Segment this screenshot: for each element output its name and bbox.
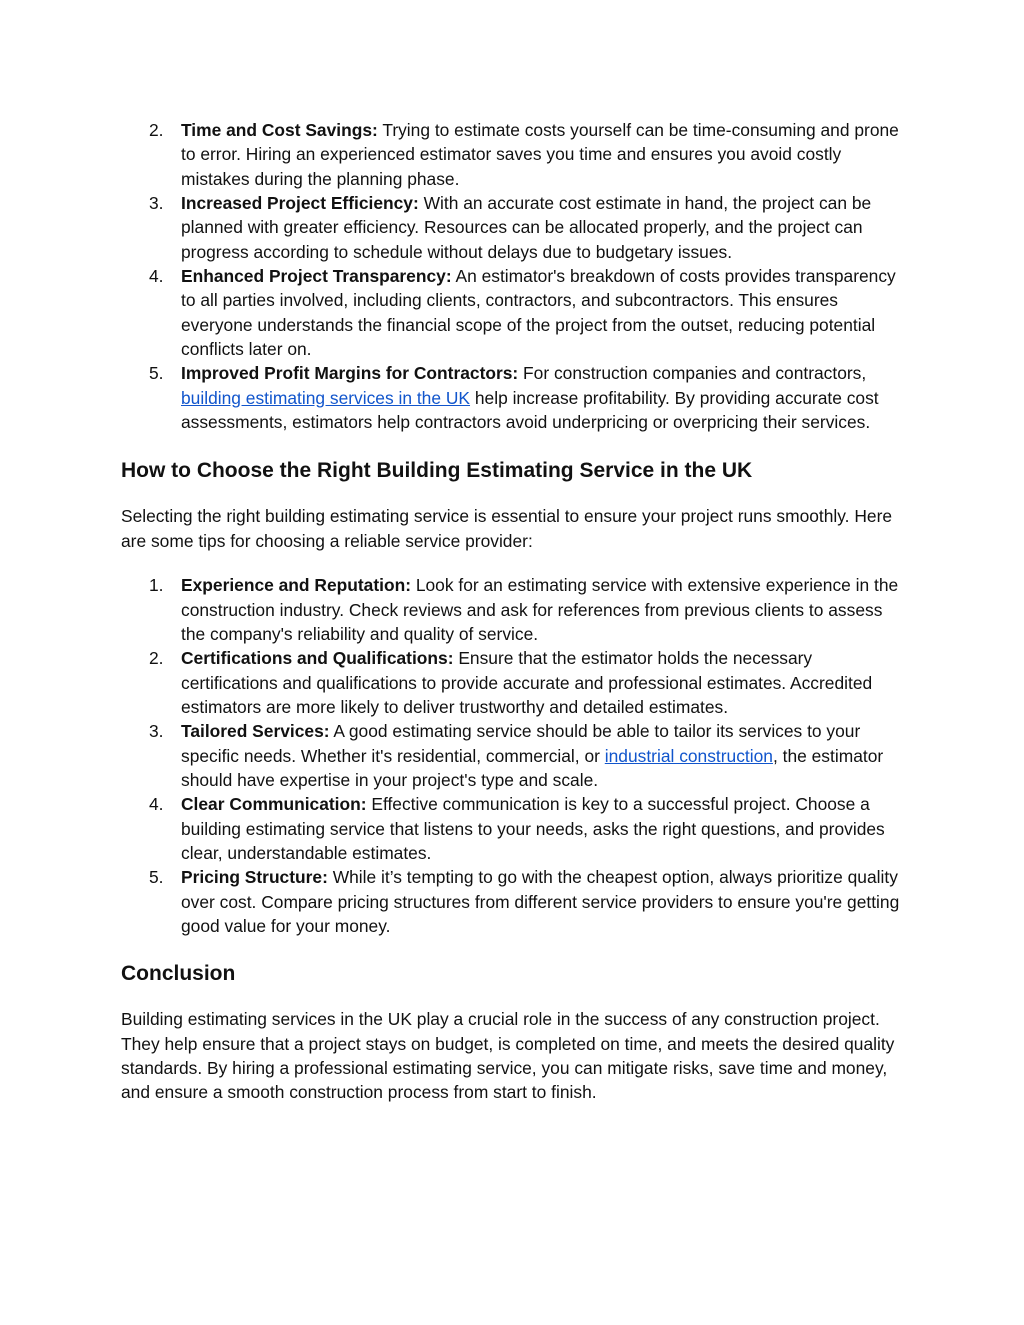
list-item-title: Experience and Reputation: [181, 575, 411, 596]
list-number: 5. [149, 867, 164, 888]
benefits-list [121, 118, 911, 434]
list-number: 3. [149, 721, 164, 742]
list-item-text: , the estimator should have expertise in your project's type and scale. [181, 745, 884, 790]
list-item-text: With an accurate cost estimate in hand, the project can be planned with greater efficiency. Resources can be allocated properly, and the project can progress according to schedule without delays due to budgetary issues. [181, 193, 872, 262]
list-item-title: Pricing Structure: [181, 867, 328, 888]
list-item-text: For construction companies and contractors, [518, 363, 867, 384]
list-number: 5. [149, 363, 164, 384]
document-page [121, 118, 911, 1105]
list-item-title: Certifications and Qualifications: [181, 648, 454, 669]
list-item-title: Time and Cost Savings: [181, 120, 378, 140]
section-heading-conclusion: Conclusion [121, 962, 236, 986]
list-item-title: Enhanced Project Transparency: [181, 266, 452, 287]
list-item-text: help increase profitability. By providing accurate cost assessments, estimators help contractors avoid underpricing or overpricing their services. [181, 387, 879, 433]
list-number: 2. [149, 648, 164, 669]
list-item [121, 865, 911, 938]
list-item-text: Look for an estimating service with extensive experience in the construction industry. Check reviews and ask for references from previous clients to assess the company's reliability and quality of service. [181, 575, 899, 644]
list-item-title: Increased Project Efficiency: [181, 193, 419, 214]
list-item-title: Improved Profit Margins for Contractors: [181, 363, 519, 384]
list-number: 2. [149, 120, 164, 140]
list-item [121, 719, 911, 792]
list-item-text: While it’s tempting to go with the cheapest option, always prioritize quality over cost. Compare pricing structures from different service providers to ensure you're getting good value for your money. [181, 867, 900, 936]
building-estimating-services-link[interactable]: building estimating services in the UK [181, 387, 471, 408]
list-number: 4. [149, 266, 164, 287]
tips-list [121, 573, 911, 938]
list-item-text: An estimator's breakdown of costs provides transparency to all parties involved, including clients, contractors, and subcontractors. This ensures everyone understands the financial scope of the project from the outset, reducing potential conflicts later on. [181, 266, 896, 360]
industrial-construction-link[interactable]: industrial construction [604, 745, 773, 766]
list-item-title: Clear Communication: [181, 794, 367, 815]
list-item-text: Trying to estimate costs yourself can be time-consuming and prone to error. Hiring an experienced estimator saves you time and ensures you avoid costly mistakes during the planning phase. [181, 120, 899, 189]
list-item [121, 191, 911, 264]
list-number: 4. [149, 794, 164, 815]
list-number: 3. [149, 193, 164, 214]
list-item [121, 792, 911, 865]
list-item-text: Ensure that the estimator holds the necessary certifications and qualifications to provide accurate and professional estimates. Accredited estimators are more likely to deliver trustworthy and detailed estimates. [181, 648, 873, 717]
list-number: 1. [149, 575, 164, 596]
list-item [121, 573, 911, 646]
section-heading-choose: How to Choose the Right Building Estimating Service in the UK [121, 459, 753, 483]
list-item [121, 264, 911, 361]
list-item-text: A good estimating service should be able to tailor its services to your specific needs. Whether it's residential, commercial, or [181, 721, 861, 766]
choose-intro-paragraph: Selecting the right building estimating service is essential to ensure your project runs smoothly. Here are some tips for choosing a reliable service provider: [121, 506, 893, 551]
conclusion-paragraph: Building estimating services in the UK play a crucial role in the success of any construction project. They help ensure that a project stays on budget, is completed on time, and meets the desired quality standards. By hiring a professional estimating service, you can mitigate risks, save time and money, and ensure a smooth construction process from start to finish. [121, 1009, 895, 1103]
list-item [121, 118, 911, 191]
list-item [121, 361, 911, 434]
list-item-text: Effective communication is key to a successful project. Choose a building estimating service that listens to your needs, asks the right questions, and provides clear, understandable estimates. [181, 794, 885, 863]
list-item-title: Tailored Services: [181, 721, 330, 742]
list-item [121, 646, 911, 719]
